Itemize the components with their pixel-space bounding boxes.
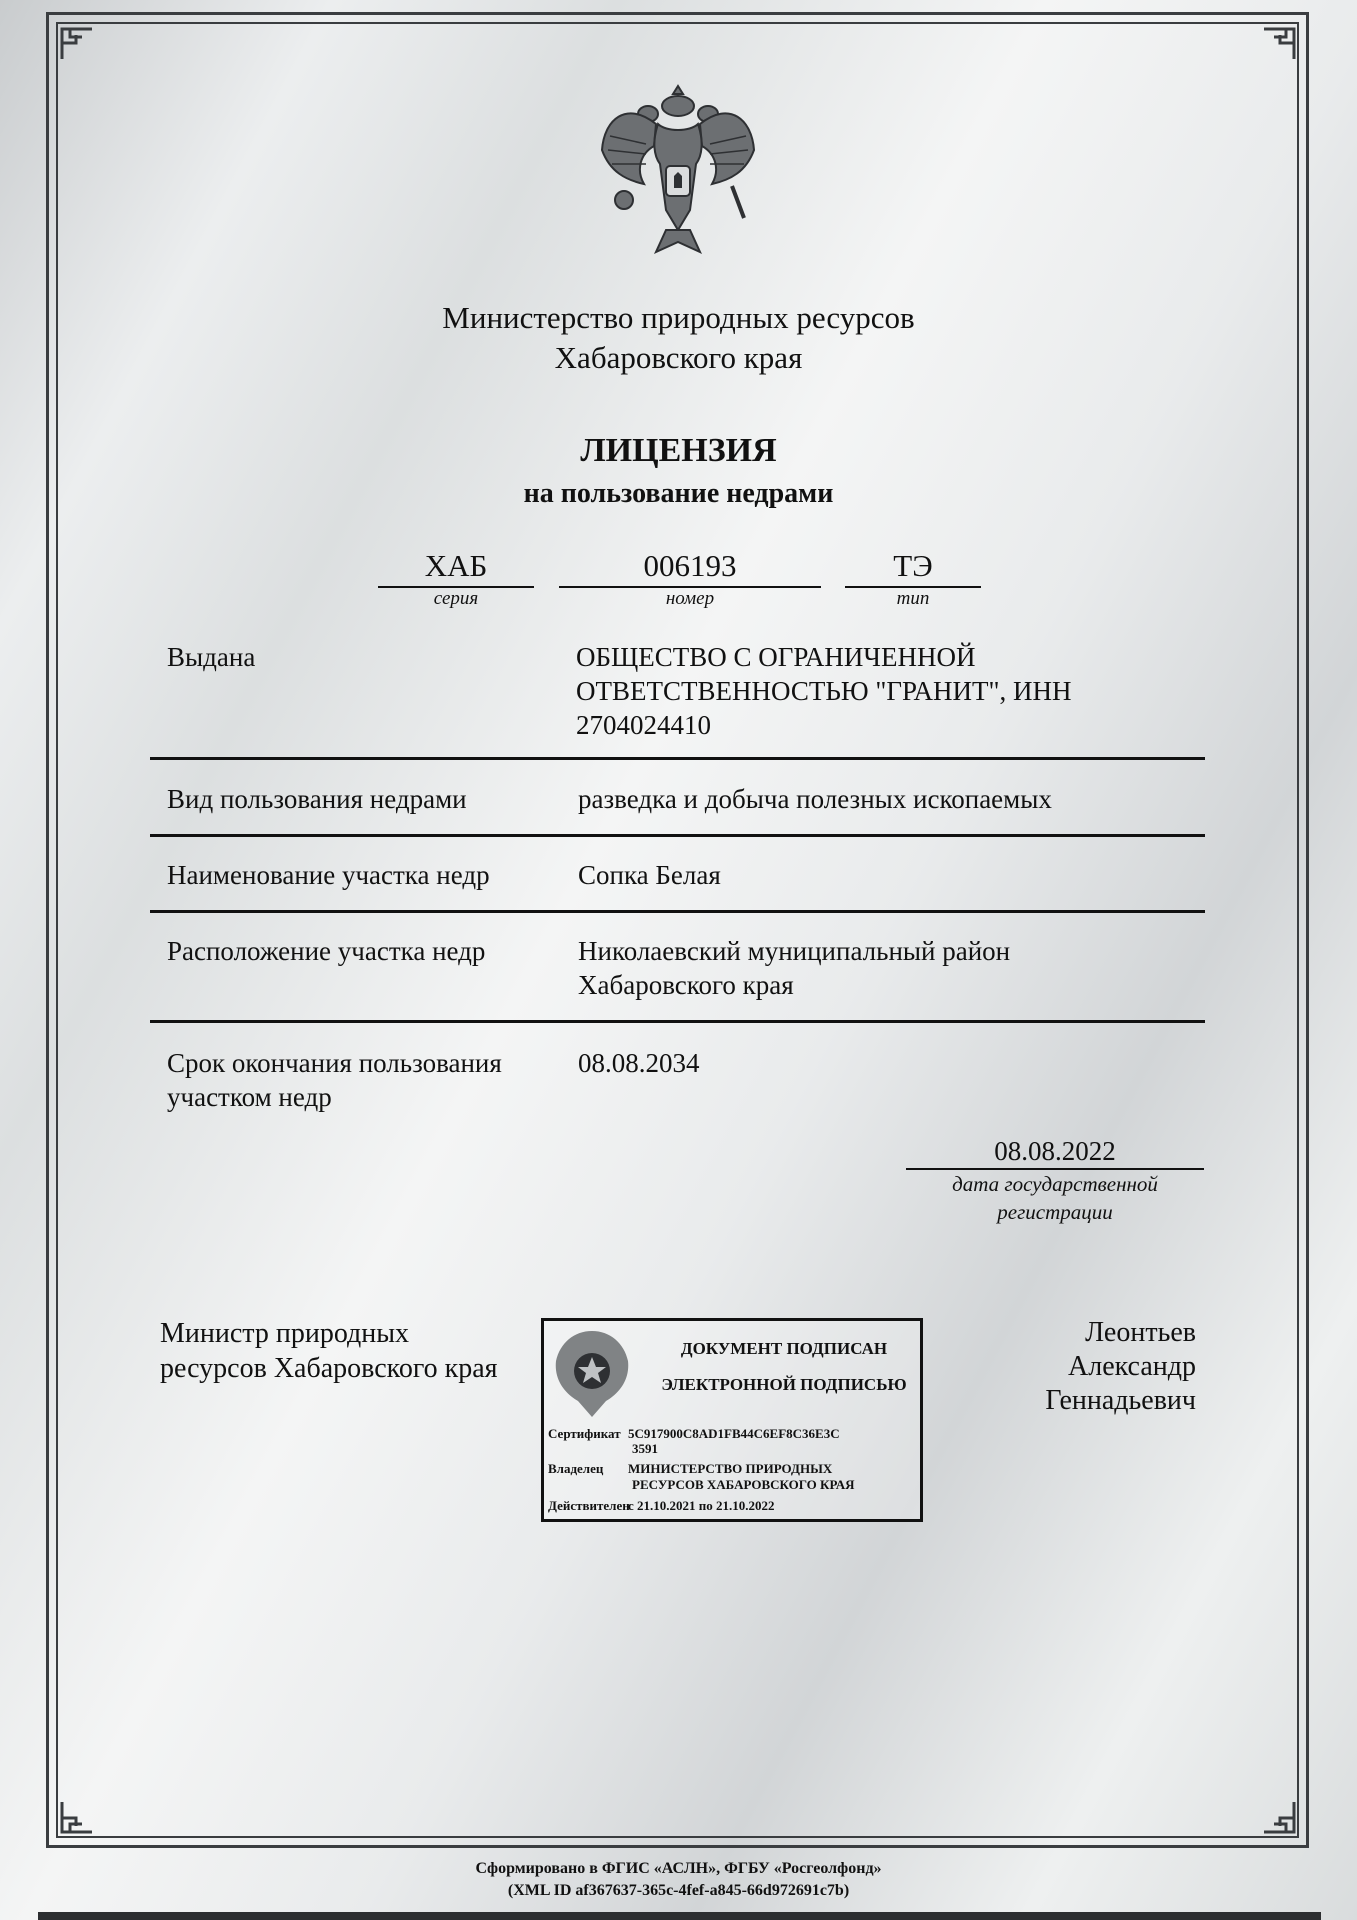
field-divider: [150, 1020, 1205, 1023]
stamp-owner-label: Владелец: [548, 1461, 604, 1476]
stamp-certificate-label: Сертификат: [548, 1426, 621, 1441]
use-type-value: разведка и добыча полезных ископаемых: [578, 784, 1052, 814]
license-series: [378, 548, 534, 610]
corner-ornament-bottom-left: [60, 1800, 94, 1834]
stamp-certificate-line1: 5C917900C8AD1FB44C6EF8C36E3C: [628, 1426, 840, 1441]
expiry-label-line1: Срок окончания пользования: [167, 1048, 502, 1078]
location-line2: Хабаровского края: [578, 970, 794, 1000]
location-line1: Николаевский муниципальный район: [578, 936, 1011, 966]
signatory-name-line1: Леонтьев: [1085, 1317, 1196, 1348]
field-divider: [150, 757, 1205, 760]
license-number-value: 006193: [559, 548, 821, 588]
stamp-emblem-icon: [548, 1327, 636, 1421]
corner-ornament-top-left: [60, 27, 94, 61]
license-number-caption: номер: [665, 588, 715, 609]
license-type-value: ТЭ: [845, 548, 981, 588]
registration-caption-line1: дата государственной: [952, 1172, 1158, 1196]
signatory-name-line2: Александр: [1068, 1351, 1196, 1382]
stamp-owner: [548, 1461, 832, 1476]
footer-line1: Сформировано в ФГИС «АСЛН», ФГБУ «Росгеолфонд»: [475, 1860, 882, 1877]
stamp-owner-line2: РЕСУРСОВ ХАБАРОВСКОГО КРАЯ: [632, 1477, 855, 1492]
stamp-validity-label: Действителен: [548, 1498, 630, 1513]
expiry-label-line2: участком недр: [167, 1082, 332, 1112]
field-divider: [150, 910, 1205, 913]
expiry-value: 08.08.2034: [578, 1048, 700, 1078]
issued-to-line2: ОТВЕТСТВЕННОСТЬЮ "ГРАНИТ", ИНН: [576, 676, 1072, 706]
corner-ornament-bottom-right: [1262, 1800, 1296, 1834]
document-subtitle: на пользование недрами: [523, 478, 834, 509]
stamp-validity-value: с 21.10.2021 по 21.10.2022: [628, 1498, 775, 1513]
site-name-value: Сопка Белая: [578, 860, 721, 890]
license-series-value: ХАБ: [378, 548, 534, 588]
expiry-label: [167, 1046, 502, 1114]
registration-date: [906, 1134, 1204, 1226]
ministry-name-line1: Министерство природных ресурсов: [442, 300, 915, 335]
ministry-name-line2: Хабаровского края: [554, 340, 803, 375]
signatory-name-line3: Геннадьевич: [1045, 1385, 1196, 1416]
stamp-certificate: [548, 1426, 840, 1441]
stamp-owner-line1: МИНИСТЕРСТВО ПРИРОДНЫХ: [628, 1461, 833, 1476]
stamp-validity: [548, 1498, 775, 1513]
registration-caption-line2: регистрации: [997, 1200, 1113, 1224]
issued-to-value: [576, 640, 1196, 742]
site-name-label: Наименование участка недр: [167, 860, 490, 890]
stamp-header-line1: ДОКУМЕНТ ПОДПИСАН: [680, 1339, 888, 1358]
location-value: [578, 934, 1010, 1002]
inner-frame: [56, 22, 1299, 1838]
registration-date-value: 08.08.2022: [906, 1134, 1204, 1170]
bottom-edge-bar: [38, 1912, 1321, 1920]
issued-to-label: Выдана: [167, 642, 256, 672]
signatory-name: [1000, 1316, 1196, 1418]
ministry-name: [0, 298, 1357, 378]
registration-date-caption: [906, 1170, 1204, 1226]
issued-to-line3: 2704024410: [576, 710, 711, 740]
footer-line2: (XML ID af367637-365c-4fef-a845-66d972691c7b): [507, 1882, 850, 1899]
license-type-caption: тип: [896, 588, 930, 609]
location-label: Расположение участка недр: [167, 936, 486, 966]
stamp-header-line2: ЭЛЕКТРОННОЙ ПОДПИСЬЮ: [661, 1375, 907, 1394]
field-divider: [150, 834, 1205, 837]
license-number: [559, 548, 821, 610]
stamp-certificate-line2: 3591: [632, 1441, 658, 1456]
coat-of-arms-emblem: [596, 80, 760, 256]
signatory-position: [160, 1316, 498, 1386]
document-title: ЛИЦЕНЗИЯ: [580, 432, 777, 469]
corner-ornament-top-right: [1262, 27, 1296, 61]
use-type-label: Вид пользования недрами: [167, 784, 467, 814]
electronic-signature-stamp: [541, 1318, 923, 1522]
license-series-caption: серия: [433, 588, 479, 609]
signatory-position-line1: Министр природных: [160, 1318, 410, 1349]
license-type: [845, 548, 981, 610]
issued-to-line1: ОБЩЕСТВО С ОГРАНИЧЕННОЙ: [576, 642, 976, 672]
footer-note: [0, 1858, 1357, 1902]
signatory-position-line2: ресурсов Хабаровского края: [160, 1353, 498, 1384]
